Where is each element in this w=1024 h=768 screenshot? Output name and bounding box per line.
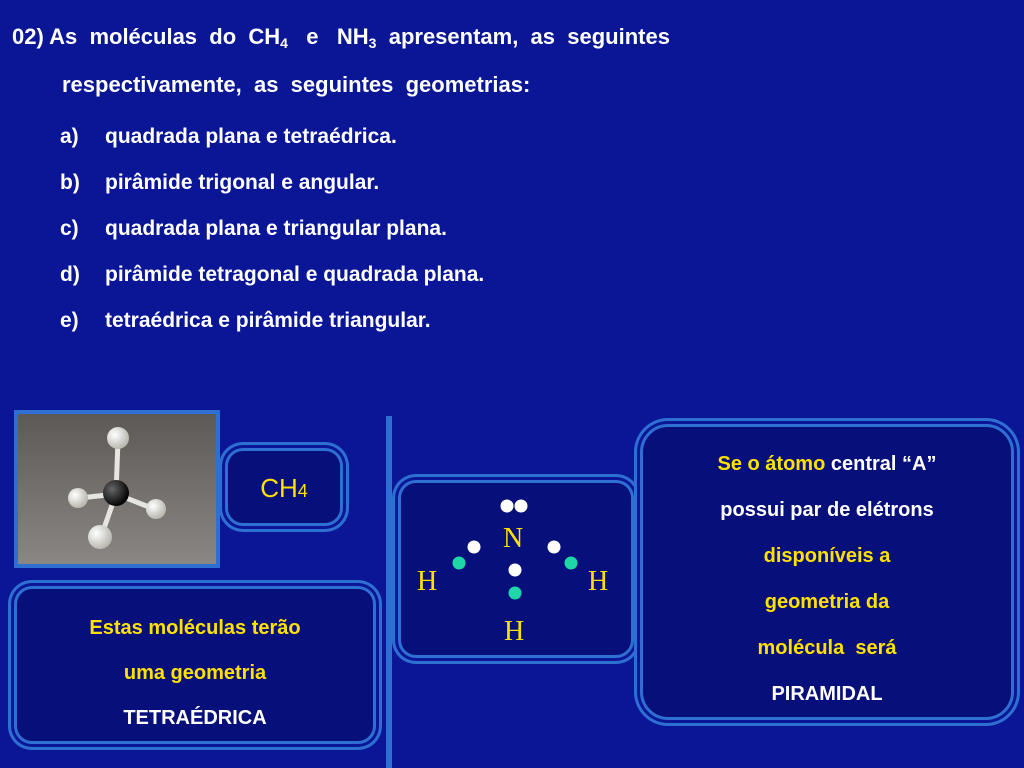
pyramid-line-6: PIRAMIDAL [771,683,883,705]
question-line-1: 02) As moléculas do $CH_4$ e $NH_3$ apresentam, as seguintes [12,24,670,51]
pyramid-line-5: molécula será [757,637,897,659]
tetra-line-2: uma geometria [123,662,267,684]
question-line-2: respectivamente, as seguintes geometrias: [62,72,531,97]
nitrogen-atom: N [503,523,524,554]
hydrogen-bottom: H [504,616,525,647]
tetra-line-3: TETRAÉDRICA [123,707,267,729]
option-c[interactable]: c) quadrada plana e triangular plana. [60,217,447,240]
pyramid-line-4: geometria da [764,591,890,613]
tetra-line-1: Estas moléculas terão [89,617,301,639]
lone-pair-electron-1 [501,500,514,513]
ch4-label-box [225,448,343,526]
n-electron-right [548,541,561,554]
option-d[interactable]: d) pirâmide tetragonal e quadrada plana. [60,263,485,286]
nh3-lewis-box [398,480,634,658]
pyramid-line-1: Se o átomo central “A” [717,453,937,475]
n-electron-bottom [509,564,522,577]
hydrogen-right: H [588,566,609,597]
lone-pair-electron-2 [515,500,528,513]
h-electron-left [453,557,466,570]
h-electron-right [565,557,578,570]
option-b[interactable]: b) pirâmide trigonal e angular. [60,171,380,194]
hydrogen-left: H [417,566,438,597]
pyramid-line-2: possui par de elétrons [720,499,934,521]
h-electron-bottom [509,587,522,600]
pyramidal-box [640,424,1014,720]
pyramid-line-3: disponíveis a [763,545,891,567]
question-number: 02) [12,24,44,49]
option-e[interactable]: e) tetraédrica e pirâmide triangular. [60,309,431,332]
tetrahedral-box [14,586,376,744]
vertical-divider [386,416,392,768]
ch4-model-photo [14,410,220,568]
option-a[interactable]: a) quadrada plana e tetraédrica. [60,125,397,148]
ch4-label: CH4 [260,473,308,503]
n-electron-left [468,541,481,554]
